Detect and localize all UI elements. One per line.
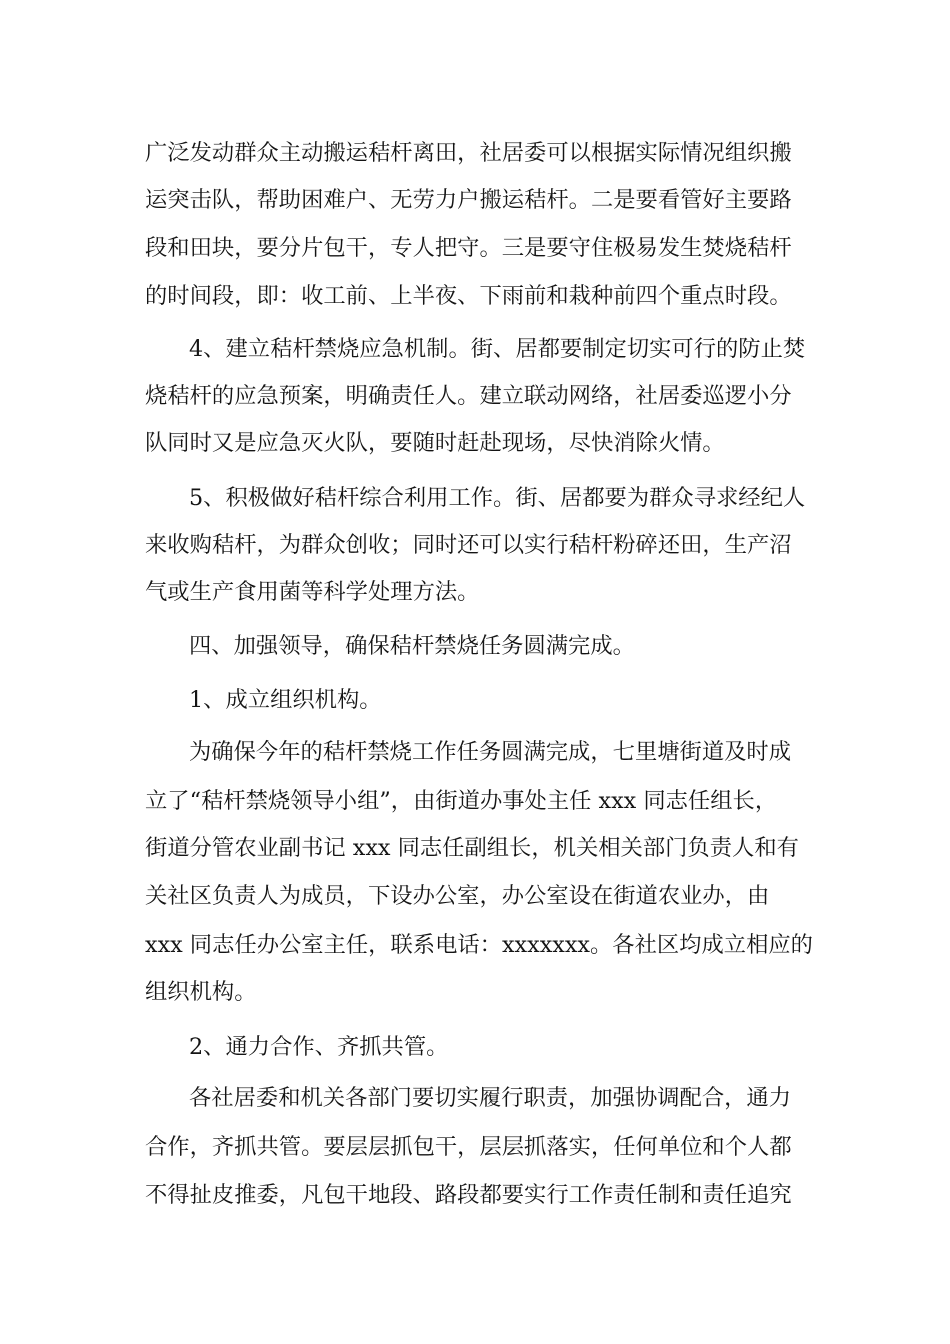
text-line: 运突击队，帮助困难户、无劳力户搬运秸杆。二是要看管好主要路 (145, 187, 792, 213)
text-line: 段和田块，要分片包干，专人把守。三是要守住极易发生焚烧秸杆 (145, 235, 792, 261)
text-line: 不得扯皮推委，凡包干地段、路段都要实行工作责任制和责任追究 (145, 1182, 792, 1208)
text-line: 广泛发动群众主动搬运秸杆离田，社居委可以根据实际情况组织搬 (145, 140, 792, 166)
text-line: 各社居委和机关各部门要切实履行职责，加强协调配合，通力 (189, 1085, 792, 1111)
text-line: 气或生产食用菌等科学处理方法。 (145, 579, 480, 605)
text-line: 2、通力合作、齐抓共管。 (189, 1034, 449, 1060)
text-line: 队同时又是应急灭火队，要随时赶赴现场，尽快消除火情。 (145, 430, 725, 456)
text-line: 4、建立秸杆禁烧应急机制。街、居都要制定切实可行的防止焚 (189, 336, 806, 362)
text-line: 来收购秸杆，为群众创收；同时还可以实行秸杆粉碎还田，生产沼 (145, 532, 792, 558)
text-line: 合作，齐抓共管。要层层抓包干，层层抓落实，任何单位和个人都 (145, 1134, 792, 1160)
text-line: 烧秸杆的应急预案，明确责任人。建立联动网络，社居委巡逻小分 (145, 383, 792, 409)
text-line: 组织机构。 (145, 979, 257, 1005)
text-line: 5、积极做好秸杆综合利用工作。街、居都要为群众寻求经纪人 (189, 485, 806, 511)
text-line: xxx 同志任办公室主任，联系电话：xxxxxxx。各社区均成立相应的 (145, 932, 813, 958)
text-line: 关社区负责人为成员，下设办公室，办公室设在街道农业办，由 (145, 883, 770, 909)
text-line: 为确保今年的秸杆禁烧工作任务圆满完成，七里塘街道及时成 (189, 739, 792, 765)
text-line: 立了“秸杆禁烧领导小组”，由街道办事处主任 xxx 同志任组长， (145, 788, 778, 814)
text-line: 街道分管农业副书记 xxx 同志任副组长，机关相关部门负责人和有 (145, 835, 799, 861)
text-line: 的时间段，即：收工前、上半夜、下雨前和栽种前四个重点时段。 (145, 283, 792, 309)
text-line: 1、成立组织机构。 (189, 687, 382, 713)
text-line: 四、加强领导，确保秸杆禁烧任务圆满完成。 (189, 633, 635, 659)
